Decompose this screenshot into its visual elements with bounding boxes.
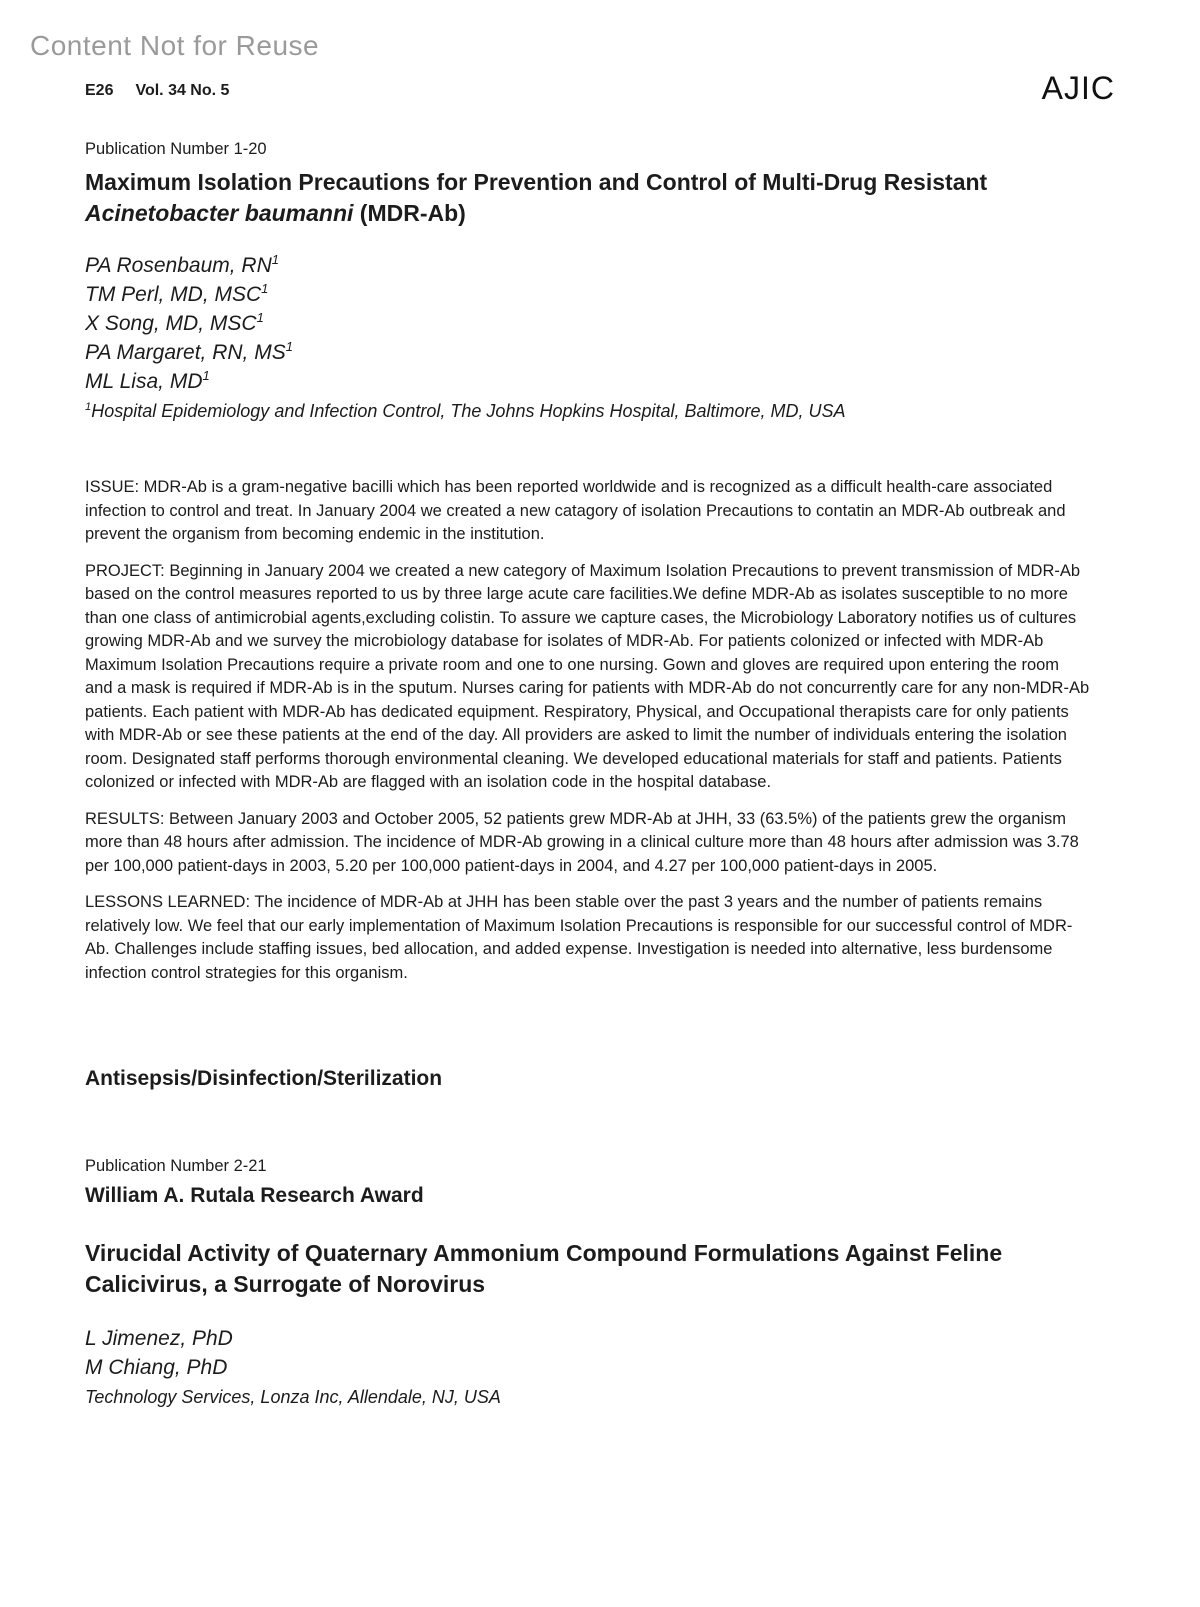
- abstract-1-title: [85, 167, 1091, 229]
- header-left: [85, 82, 229, 100]
- page-number: E26: [85, 82, 114, 99]
- ajic-journal-logo: AJIC: [1041, 70, 1115, 106]
- author-line: [85, 280, 1091, 309]
- author-affiliation-marker: 1: [261, 281, 269, 296]
- publication-number-1: Publication Number 1-20: [85, 140, 267, 158]
- abstract-1-title-post: (MDR-Ab): [353, 200, 466, 226]
- author-name: PA Rosenbaum, RN: [85, 254, 272, 277]
- author-name: ML Lisa, MD: [85, 370, 203, 393]
- author-line: [85, 251, 1091, 280]
- abstract-2-authors: [85, 1324, 1091, 1382]
- author-line: [85, 309, 1091, 338]
- affiliation-text: Hospital Epidemiology and Infection Control, The Johns Hopkins Hospital, Baltimore, MD, USA: [91, 401, 846, 421]
- abstract-1-title-pre: Maximum Isolation Precautions for Prevention and Control of Multi-Drug Resistant: [85, 169, 988, 195]
- author-name: PA Margaret, RN, MS: [85, 341, 286, 364]
- author-line: [85, 367, 1091, 396]
- abstract-2-affiliation: Technology Services, Lonza Inc, Allendale, NJ, USA: [85, 1387, 501, 1407]
- research-award-title: William A. Rutala Research Award: [85, 1184, 424, 1207]
- abstract-1-body: [85, 476, 1091, 985]
- page-content: [85, 140, 1091, 1410]
- abstract-2-title: Virucidal Activity of Quaternary Ammonium Compound Formulations Against Feline Calicivirus, a Surrogate of Norovirus: [85, 1240, 1003, 1297]
- project-paragraph: PROJECT: Beginning in January 2004 we created a new category of Maximum Isolation Precautions to prevent transmission of MDR-Ab based on the control measures reported to us by three large acute care facilities.We define MDR-Ab as isolates susceptible to no more than one class of antimicrobial agents,excluding colistin. To assure we capture cases, the Microbiology Laboratory notifies us of cultures growing MDR-Ab and we survey the microbiology database for isolates of MDR-Ab. For patients colonized or infected with MDR-Ab Maximum Isolation Precautions require a private room and one to one nursing. Gown and gloves are required upon entering the room and a mask is required if MDR-Ab is in the sputum. Nurses caring for patients with MDR-Ab do not concurrently care for any non-MDR-Ab patients. Each patient with MDR-Ab has dedicated equipment. Respiratory, Physical, and Occupational therapists care for only patients with MDR-Ab or see these patients at the end of the day. All providers are asked to limit the number of individuals entering the isolation room. Designated staff performs thorough environmental cleaning. We developed educational materials for staff and patients. Patients colonized or infected with MDR-Ab are flagged with an isolation code in the hospital database.: [85, 561, 1090, 791]
- affiliation-marker: 1: [85, 401, 92, 413]
- abstract-1-title-organism: Acinetobacter baumanni: [85, 200, 354, 226]
- page-header: [85, 70, 1115, 107]
- section-heading: Antisepsis/Disinfection/Sterilization: [85, 1067, 443, 1090]
- author-line: [85, 338, 1091, 367]
- author-line: L Jimenez, PhD: [85, 1327, 233, 1350]
- content-not-for-reuse-watermark: Content Not for Reuse: [30, 30, 320, 61]
- author-affiliation-marker: 1: [271, 252, 279, 267]
- author-name: TM Perl, MD, MSC: [85, 283, 262, 306]
- publication-number-2: Publication Number 2-21: [85, 1157, 267, 1175]
- abstract-1-authors: [85, 251, 1091, 396]
- lessons-learned-paragraph: LESSONS LEARNED: The incidence of MDR-Ab at JHH has been stable over the past 3 years and the number of patients remains relatively low. We feel that our early implementation of Maximum Isolation Precautions is responsible for our successful control of MDR-Ab. Challenges include staffing issues, bed allocation, and added expense. Investigation is needed into alternative, less burdensome infection control strategies for this organism.: [85, 893, 1073, 982]
- author-affiliation-marker: 1: [256, 310, 264, 325]
- author-line: M Chiang, PhD: [85, 1356, 228, 1379]
- results-paragraph: RESULTS: Between January 2003 and October 2005, 52 patients grew MDR-Ab at JHH, 33 (63.5%) of the patients grew the organism more than 48 hours after admission. The incidence of MDR-Ab growing in a clinical culture more than 48 hours after admission was 3.78 per 100,000 patient-days in 2003, 5.20 per 100,000 patient-days in 2004, and 4.27 per 100,000 patient-days in 2005.: [85, 809, 1079, 875]
- issue-paragraph: ISSUE: MDR-Ab is a gram-negative bacilli which has been reported worldwide and is recognized as a difficult health-care associated infection to control and treat. In January 2004 we created a new catagory of isolation Precautions to contatin an MDR-Ab outbreak and prevent the organism from becoming endemic in the institution.: [85, 478, 1066, 543]
- abstract-1-affiliation: [85, 398, 1091, 424]
- volume-issue-label: Vol. 34 No. 5: [135, 82, 230, 99]
- author-affiliation-marker: 1: [285, 339, 293, 354]
- author-name: X Song, MD, MSC: [85, 312, 257, 335]
- author-affiliation-marker: 1: [202, 368, 210, 383]
